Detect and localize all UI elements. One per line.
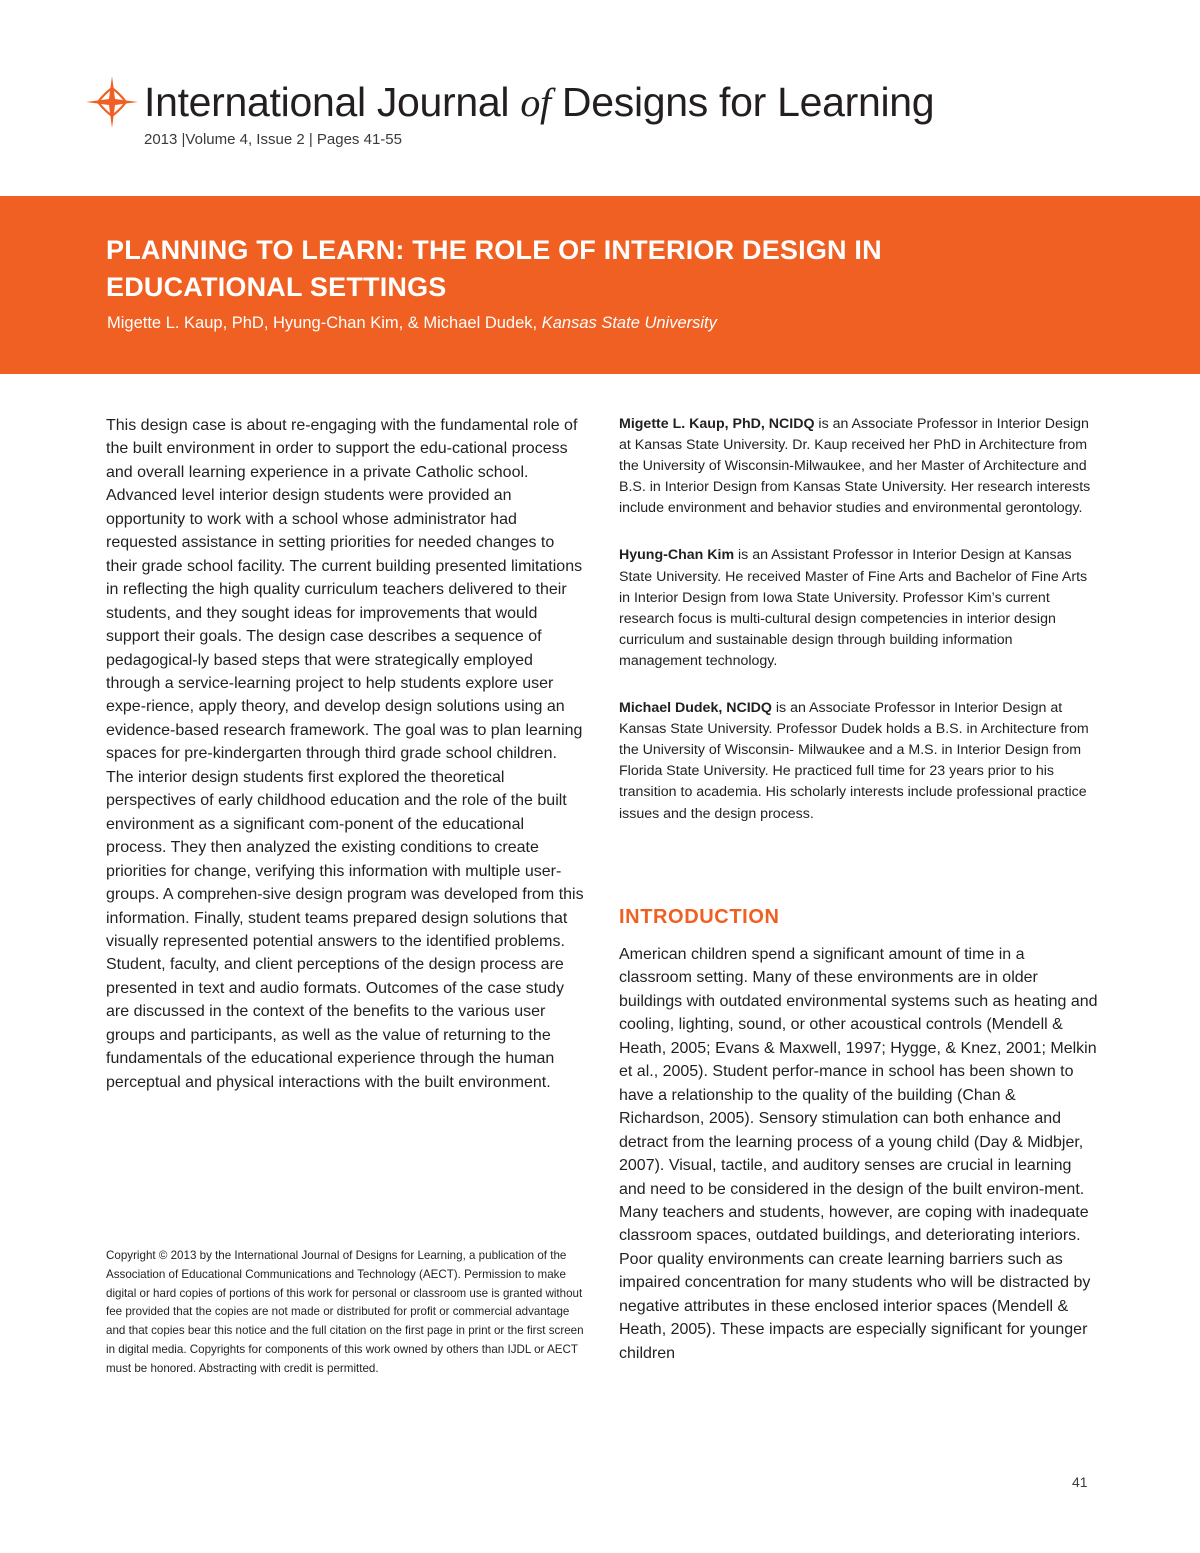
author-bio <box>619 414 1099 519</box>
article-title: PLANNING TO LEARN: THE ROLE OF INTERIOR DESIGN IN EDUCATIONAL SETTINGS <box>106 235 882 302</box>
section-heading-introduction: INTRODUCTION <box>619 906 780 928</box>
left-column <box>106 414 584 1094</box>
journal-title-prefix: International Journal <box>144 79 521 125</box>
page-number: 41 <box>1072 1474 1088 1490</box>
bio-author-name: Hyung-Chan Kim <box>619 547 735 564</box>
journal-masthead <box>82 74 1112 184</box>
journal-title-suffix: Designs for Learning <box>550 79 935 125</box>
bio-text: is an Assistant Professor in Interior Design at Kansas State University. He received Master of Fine Arts and Bachelor of Fine Arts in Interior Design from Iowa State University. Professor Kim’s current research focus is multi-cultural design competencies in interior design curriculum and sustainable design through building information management technology. <box>619 547 1088 669</box>
abstract: This design case is about re-engaging with the fundamental role of the built environment in order to support the edu-cational process and overall learning experience in a private Catholic school. Advanced level interior design students were provided an opportunity to work with a school whose administrator had requested assistance in setting priorities for needed changes to their grade school facility. The current building presented limitations in reflecting the high quality curriculum teachers delivered to their students, and they sought ideas for improvements that would support their goals. The design case describes a sequence of pedagogical-ly based steps that were strategically employed through a service-learning project to help students explore user expe-rience, apply theory, and develop design solutions using an evidence-based research framework. The goal was to plan learning spaces for pre-kindergarten through third grade school children. The interior design students first explored the theoretical perspectives of early childhood education and the role of the built environment as a significant com-ponent of the educational process. They then analyzed the existing conditions to create priorities for change, verifying this information with multiple user-groups. A comprehen-sive design program was developed from this information. Finally, student teams prepared design solutions that visually represented potential answers to the identified problems. Student, faculty, and client perceptions of the design process are presented in text and audio formats. Outcomes of the case study are discussed in the context of the benefits to the various user groups and participants, as well as the value of returning to the fundamentals of the educational experience through the human perceptual and physical interactions with the built environment. <box>106 417 584 1091</box>
issue-info: 2013 |Volume 4, Issue 2 | Pages 41-55 <box>144 131 402 148</box>
author-names: Migette L. Kaup, PhD, Hyung-Chan Kim, & Michael Dudek, <box>107 314 542 332</box>
author-affiliation: Kansas State University <box>541 314 717 332</box>
copyright-notice: Copyright © 2013 by the International Journal of Designs for Learning, a publication of the Association of Educational Communications and Technology (AECT). Permission to make digital or hard copies of portions of this work for personal or classroom use is granted without fee provided that the copies are not made or distributed for profit or commercial advantage and that copies bear this notice and the full citation on the first page in print or the first screen in digital media. Copyrights for components of this work owned by others than IJDL or AECT must be honored. Abstracting with credit is permitted. <box>106 1249 584 1375</box>
title-banner <box>0 196 1200 374</box>
bio-text: is an Associate Professor in Interior Design at Kansas State University. Dr. Kaup received her PhD in Architecture from the University of Wisconsin-Milwaukee, and her Master of Architecture and B.S. in Interior Design from Kansas State University. Her research interests include environment and behavior studies and environmental gerontology. <box>619 416 1091 517</box>
journal-title <box>144 78 934 127</box>
bio-text: is an Associate Professor in Interior Design at Kansas State University. Professor Dudek holds a B.S. in Architecture from the University of Wisconsin- Milwaukee and a M.S. in Interior Design from Florida State University. He practiced full time for 23 years prior to his transition to academia. His scholarly interests include professional practice issues and the design process. <box>619 700 1089 822</box>
bio-author-name: Michael Dudek, NCIDQ <box>619 700 772 717</box>
bio-author-name: Migette L. Kaup, PhD, NCIDQ <box>619 416 815 432</box>
journal-title-of: of <box>520 80 551 125</box>
introduction-text: American children spend a significant amount of time in a classroom setting. Many of these environments are in older buildings with outdated environmental systems such as heating and cooling, lighting, sound, or other acoustical controls (Mendell & Heath, 2005; Evans & Maxwell, 1997; Hygge, & Knez, 2001; Melkin et al., 2005). Student perfor-mance in school has been shown to have a relationship to the quality of the building (Chan & Richardson, 2005). Sensory stimulation can both enhance and detract from the learning process of a young child (Day & Midbjer, 2007). Visual, tactile, and auditory senses are crucial in learning and need to be considered in the design of the built environ-ment. Many teachers and students, however, are coping with inadequate classroom spaces, outdated buildings, and deteriorating interiors. Poor quality environments can create learning barriers such as impaired concentration for many students who will be distracted by negative attributes in these enclosed interior spaces (Mendell & Heath, 2005). These impacts are especially significant for younger children <box>619 946 1098 1362</box>
author-line <box>107 314 717 333</box>
author-bio <box>619 545 1099 672</box>
compass-star-icon <box>84 74 140 130</box>
author-bio <box>619 698 1099 825</box>
author-bios <box>619 414 1099 851</box>
